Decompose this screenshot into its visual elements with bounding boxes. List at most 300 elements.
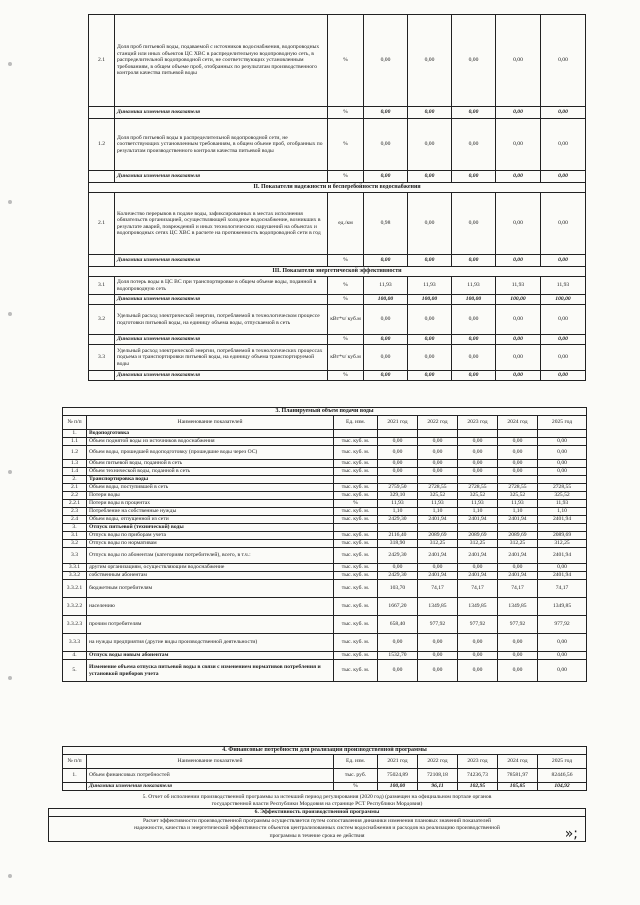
value-cell: 2759,50	[378, 484, 418, 492]
table-row	[63, 430, 587, 438]
water-volume-table	[62, 407, 587, 682]
value-cell: 2728,55	[418, 484, 458, 492]
efficiency-text	[49, 817, 586, 842]
value-cell: 2728,55	[538, 484, 587, 492]
row-number: 1.2	[63, 446, 87, 460]
row-number: 1.4	[63, 468, 87, 476]
value-cell: 0,00	[364, 371, 408, 381]
unit: тыс. куб. м.	[334, 634, 378, 652]
unit: тыс. куб. м.	[334, 460, 378, 468]
row-number: 3.3.1	[63, 564, 87, 572]
indicator-name: Объем питьевой воды, поданной в сеть	[87, 460, 334, 468]
row-number: 1.1	[63, 438, 87, 446]
dynamics-row	[63, 783, 587, 791]
value-cell: 11,93	[364, 277, 408, 295]
indicator-name: Объем воды, поступившей в сеть	[87, 484, 334, 492]
value-cell: 0,00	[408, 371, 452, 381]
value-cell: 2401,94	[418, 572, 458, 580]
value-cell: 0,00	[458, 468, 498, 476]
indicator-row	[89, 15, 586, 107]
table-row	[63, 598, 587, 616]
value-cell: 0,00	[452, 171, 496, 183]
indicator-name: Объем воды, отпущенной из сети	[87, 516, 334, 524]
value-cell: 0,00	[452, 15, 496, 107]
value-cell: 0,00	[498, 660, 538, 682]
value-cell: 1349,85	[538, 598, 587, 616]
value-cell: 0,00	[408, 107, 452, 119]
value-cell: 0,00	[418, 660, 458, 682]
indicator-name: Динамика изменения показателя	[115, 371, 328, 381]
row-number: 3.1	[89, 277, 115, 295]
row-number: 2.2.1	[63, 500, 87, 508]
value-cell: 0,00	[378, 660, 418, 682]
value-cell	[418, 524, 458, 532]
value-cell	[498, 430, 538, 438]
value-cell: 658,40	[378, 616, 418, 634]
unit: тыс. куб. м.	[334, 540, 378, 548]
header-year: 2023 год	[458, 755, 498, 769]
indicator-name: Потери воды	[87, 492, 334, 500]
value-cell: 0,00	[452, 107, 496, 119]
table-row	[63, 516, 587, 524]
unit: тыс. куб. м.	[334, 652, 378, 660]
value-cell: 2429,30	[378, 572, 418, 580]
value-cell: 11,93	[496, 277, 541, 295]
table-row	[63, 508, 587, 516]
value-cell: 0,00	[541, 119, 586, 171]
unit: %	[328, 277, 364, 295]
unit: тыс. куб. м.	[334, 572, 378, 580]
value-cell	[538, 476, 587, 484]
row-number: 2.1	[63, 484, 87, 492]
value-cell: 0,00	[452, 305, 496, 335]
unit	[334, 476, 378, 484]
header-year: 2022 год	[418, 755, 458, 769]
unit: тыс. куб. м.	[334, 508, 378, 516]
value-cell: 0,00	[498, 652, 538, 660]
unit: тыс. куб. м.	[334, 564, 378, 572]
indicator-name: Удельный расход электрической энергии, потребляемой в технологическом процессе подготовки питьевой воды, на единицу объема воды, отпускаемой в сеть	[115, 305, 328, 335]
section-title: II. Показатели надежности и бесперебойности водоснабжения	[89, 183, 586, 193]
value-cell: 1,10	[498, 508, 538, 516]
value-cell: 2401,94	[538, 548, 587, 564]
value-cell: 0,00	[458, 460, 498, 468]
value-cell	[538, 430, 587, 438]
row-number: 3.3	[63, 548, 87, 564]
value-cell: 2401,94	[458, 548, 498, 564]
value-cell: 0,00	[378, 634, 418, 652]
unit: тыс. куб. м.	[334, 548, 378, 564]
value-cell: 100,00	[541, 295, 586, 305]
row-number: 2.4	[63, 516, 87, 524]
value-cell	[418, 430, 458, 438]
value-cell: 11,93	[418, 500, 458, 508]
value-cell: 11,93	[458, 500, 498, 508]
indicator-name: Потери воды в процентах	[87, 500, 334, 508]
value-cell: 0,00	[418, 460, 458, 468]
header-unit: Ед. изм.	[334, 755, 378, 769]
value-cell: 0,00	[408, 193, 452, 255]
value-cell: 2429,30	[378, 548, 418, 564]
unit: тыс. куб. м.	[334, 484, 378, 492]
value-cell: 0,00	[378, 564, 418, 572]
unit	[334, 430, 378, 438]
unit: %	[328, 371, 364, 381]
value-cell: 312,25	[538, 540, 587, 548]
value-cell: 2401,94	[498, 548, 538, 564]
value-cell: 0,00	[538, 634, 587, 652]
punch-hole	[8, 874, 12, 878]
value-cell: 0,00	[541, 193, 586, 255]
value-cell	[458, 430, 498, 438]
value-cell: 74,17	[498, 580, 538, 598]
value-cell: 2089,69	[498, 532, 538, 540]
indicator-name: Водоподготовка	[87, 430, 334, 438]
unit: кВт*ч/ куб.м	[328, 305, 364, 335]
row-number: 3.3.2.3	[63, 616, 87, 634]
indicator-row	[89, 345, 586, 371]
row-number	[89, 371, 115, 381]
row-number: 2.1	[89, 193, 115, 255]
value-cell: 0,00	[452, 335, 496, 345]
value-cell: 0,00	[458, 438, 498, 446]
row-number: 1.	[63, 430, 87, 438]
efficiency-text-line-1: Расчет эффективности производственной программы осуществляется путем сопоставления динамики изменения плановых значений показателей	[142, 817, 492, 824]
table-title: 4. Финансовые потребности для реализации производственной программы	[63, 747, 587, 755]
unit: %	[328, 15, 364, 107]
value-cell: 1349,85	[498, 598, 538, 616]
value-cell: 78581,97	[498, 769, 538, 783]
punch-hole	[8, 676, 12, 680]
header-year: 2024 год	[498, 755, 538, 769]
header-row	[63, 416, 587, 430]
value-cell: 0,00	[452, 119, 496, 171]
unit: %	[328, 335, 364, 345]
row-number: 4.	[63, 652, 87, 660]
value-cell: 0,00	[496, 107, 541, 119]
value-cell: 0,00	[378, 460, 418, 468]
value-cell: 2089,69	[538, 532, 587, 540]
indicator-name: на нужды предприятия (другие виды производственной деятельности)	[87, 634, 334, 652]
value-cell: 0,00	[452, 371, 496, 381]
value-cell: 11,93	[538, 500, 587, 508]
dynamics-row	[89, 255, 586, 267]
value-cell: 0,00	[452, 255, 496, 267]
row-number	[89, 335, 115, 345]
indicator-name: Потребление на собственные нужды	[87, 508, 334, 516]
indicator-name: прочим потребителям	[87, 616, 334, 634]
value-cell: 0,00	[538, 446, 587, 460]
indicator-name: Отпуск воды по абонентам (категориям потребителей), всего, в т.ч.:	[87, 548, 334, 564]
value-cell: 0,00	[418, 634, 458, 652]
value-cell: 312,25	[418, 540, 458, 548]
value-cell: 72108,18	[418, 769, 458, 783]
value-cell: 977,92	[458, 616, 498, 634]
indicator-name: Динамика изменения показателя	[115, 255, 328, 267]
table-row	[63, 580, 587, 598]
value-cell: 0,00	[498, 564, 538, 572]
value-cell: 2728,55	[498, 484, 538, 492]
unit: тыс. куб. м.	[334, 580, 378, 598]
value-cell: 0,00	[496, 193, 541, 255]
value-cell: 1667,20	[378, 598, 418, 616]
value-cell: 2401,94	[458, 572, 498, 580]
value-cell: 0,00	[541, 171, 586, 183]
report-efficiency-table	[48, 794, 586, 842]
value-cell: 0,00	[496, 335, 541, 345]
value-cell: 0,00	[452, 345, 496, 371]
value-cell: 11,93	[378, 500, 418, 508]
unit: %	[328, 171, 364, 183]
value-cell: 0,98	[364, 193, 408, 255]
value-cell: 2728,55	[458, 484, 498, 492]
value-cell: 105,85	[498, 783, 538, 791]
value-cell	[418, 476, 458, 484]
efficiency-text-line-3: программы в течение срока ее действия	[269, 832, 365, 839]
header-year: 2025 год	[538, 755, 587, 769]
value-cell	[458, 476, 498, 484]
indicator-name: Удельный расход электрической энергии, потребляемой в технологических процессах подъема и транспортировки питьевой воды, на единицу объема транспортируемой воды	[115, 345, 328, 371]
value-cell: 2089,69	[458, 532, 498, 540]
value-cell: 0,00	[541, 305, 586, 335]
value-cell	[378, 476, 418, 484]
indicator-name: Динамика изменения показателя	[115, 107, 328, 119]
value-cell: 0,00	[364, 15, 408, 107]
value-cell: 2429,30	[378, 516, 418, 524]
dynamics-row	[89, 371, 586, 381]
row-number	[89, 107, 115, 119]
row-number: 1.2	[89, 119, 115, 171]
indicator-name: Отпуск воды по нормативам	[87, 540, 334, 548]
value-cell: 312,25	[498, 540, 538, 548]
row-number	[89, 295, 115, 305]
row-number: 3.2	[89, 305, 115, 335]
unit: тыс. куб. м.	[334, 616, 378, 634]
indicator-name: Доля проб питьевой воды, подаваемой с источников водоснабжения, водопроводных станций или иных объектов ЦС ХВС в распределительную водопроводную сеть, в распределительной водопроводной сети, не соответствующих установленным требованиям, в общем объеме проб, отобранных по результатам производственного контроля качества питьевой воды	[115, 15, 328, 107]
punch-hole	[8, 312, 12, 316]
section-row	[89, 267, 586, 277]
value-cell: 0,00	[452, 193, 496, 255]
value-cell: 0,00	[498, 438, 538, 446]
header-year: 2025 год	[538, 416, 587, 430]
value-cell: 0,00	[364, 171, 408, 183]
dynamics-row	[89, 171, 586, 183]
unit: тыс. куб. м.	[334, 516, 378, 524]
value-cell: 1,10	[418, 508, 458, 516]
value-cell: 325,52	[458, 492, 498, 500]
value-cell: 0,00	[498, 468, 538, 476]
unit: тыс. куб. м.	[334, 598, 378, 616]
table-row	[63, 468, 587, 476]
value-cell: 0,00	[541, 255, 586, 267]
value-cell: 1,10	[538, 508, 587, 516]
value-cell: 0,00	[418, 438, 458, 446]
value-cell: 100,00	[496, 295, 541, 305]
indicator-name: Доля потерь воды в ЦС ВС при транспортировке в общем объеме воды, поданной в водопроводную сеть	[115, 277, 328, 295]
value-cell: 75024,89	[378, 769, 418, 783]
indicators-table	[88, 14, 586, 381]
indicator-row	[89, 277, 586, 295]
header-name: Наименование показателей	[87, 416, 334, 430]
indicator-name: Транспортировка воды	[87, 476, 334, 484]
header-unit: Ед. изм.	[334, 416, 378, 430]
value-cell: 96,11	[418, 783, 458, 791]
value-cell: 1349,85	[458, 598, 498, 616]
value-cell: 0,00	[364, 107, 408, 119]
value-cell: 0,00	[408, 305, 452, 335]
value-cell: 1532,70	[378, 652, 418, 660]
indicator-row	[89, 119, 586, 171]
row-number: 1.3	[63, 460, 87, 468]
value-cell: 2401,94	[538, 516, 587, 524]
value-cell: 0,00	[378, 468, 418, 476]
row-number: 3.2	[63, 540, 87, 548]
unit: тыс. куб. м.	[334, 438, 378, 446]
table-row	[63, 616, 587, 634]
header-row	[63, 755, 587, 769]
row-number: 3.1	[63, 532, 87, 540]
indicator-name: собственным абонентам	[87, 572, 334, 580]
value-cell: 2089,69	[418, 532, 458, 540]
indicator-name: Динамика изменения показателя	[115, 295, 328, 305]
row-number: 2.3	[63, 508, 87, 516]
value-cell: 0,00	[408, 15, 452, 107]
value-cell: 0,00	[496, 305, 541, 335]
row-number: 5.	[63, 660, 87, 682]
unit: %	[328, 295, 364, 305]
indicator-name: бюджетным потребителям	[87, 580, 334, 598]
value-cell: 11,93	[541, 277, 586, 295]
indicator-name: Объем технической воды, поданной в сеть	[87, 468, 334, 476]
value-cell: 100,00	[364, 295, 408, 305]
section-row	[89, 183, 586, 193]
table-title-row	[63, 747, 587, 755]
value-cell	[378, 524, 418, 532]
value-cell: 0,00	[496, 345, 541, 371]
value-cell: 0,00	[538, 438, 587, 446]
indicator-name: Объем воды, прошедшей водоподготовку (прошедшие воды через ОС)	[87, 446, 334, 460]
value-cell: 0,00	[496, 371, 541, 381]
indicator-name: Отпуск питьевой (технической) воды	[87, 524, 334, 532]
punch-hole	[8, 470, 12, 474]
value-cell: 0,00	[498, 634, 538, 652]
indicator-name: Динамика изменения показателя	[87, 783, 334, 791]
table-row	[63, 476, 587, 484]
unit: %	[334, 783, 378, 791]
value-cell: 0,00	[496, 119, 541, 171]
unit: тыс. куб. м.	[334, 446, 378, 460]
value-cell: 0,00	[364, 345, 408, 371]
value-cell: 74236,73	[458, 769, 498, 783]
header-num: № п/п	[63, 416, 87, 430]
value-cell: 0,00	[408, 119, 452, 171]
indicator-row	[89, 193, 586, 255]
value-cell: 0,00	[418, 446, 458, 460]
value-cell: 2401,94	[418, 548, 458, 564]
efficiency-text-line-2: надежности, качества и энергетической эффективности объектов централизованных систем водоснабжения и расходов на реализацию производственной	[134, 825, 500, 832]
header-year: 2022 год	[418, 416, 458, 430]
value-cell: 2116,40	[378, 532, 418, 540]
value-cell: 977,92	[498, 616, 538, 634]
header-name: Наименование показателей	[87, 755, 334, 769]
value-cell: 82446,56	[538, 769, 587, 783]
closing-quote-mark: »;	[564, 826, 578, 842]
value-cell: 0,00	[408, 345, 452, 371]
value-cell: 0,00	[364, 305, 408, 335]
value-cell: 1349,85	[418, 598, 458, 616]
value-cell: 0,00	[458, 652, 498, 660]
value-cell: 0,00	[458, 660, 498, 682]
row-number: 2.1	[89, 15, 115, 107]
table-row	[63, 446, 587, 460]
indicator-name: Объем финансовых потребностей	[87, 769, 334, 783]
indicator-name: Доля проб питьевой воды в распределительной водопроводной сети, не соответствующих установленным требованиям, в общем объеме проб, отобранных по результатам производственного контроля качества питьевой воды	[115, 119, 328, 171]
table-row	[63, 769, 587, 783]
indicator-name: Отпуск воды новым абонентам	[87, 652, 334, 660]
table-row	[63, 492, 587, 500]
value-cell: 0,00	[418, 652, 458, 660]
value-cell: 102,95	[458, 783, 498, 791]
report-text-line-1: 5. Отчет об исполнении производственной программы за истекший период регулирования (2020 год) (размещен на официальном портале органов	[142, 794, 492, 801]
value-cell: 325,52	[418, 492, 458, 500]
unit: тыс. куб. м.	[334, 532, 378, 540]
value-cell: 0,00	[538, 660, 587, 682]
value-cell: 325,52	[498, 492, 538, 500]
value-cell: 318,90	[378, 540, 418, 548]
dynamics-row	[89, 295, 586, 305]
value-cell: 0,00	[458, 564, 498, 572]
header-year: 2021 год	[378, 416, 418, 430]
indicator-name: населению	[87, 598, 334, 616]
value-cell: 11,93	[452, 277, 496, 295]
value-cell	[538, 524, 587, 532]
row-number: 3.	[63, 524, 87, 532]
unit: тыс. куб. м.	[334, 492, 378, 500]
row-number: 2.2	[63, 492, 87, 500]
value-cell	[498, 524, 538, 532]
value-cell: 74,17	[538, 580, 587, 598]
indicator-name: Отпуск воды по приборам учета	[87, 532, 334, 540]
value-cell: 0,00	[496, 171, 541, 183]
table-row	[63, 564, 587, 572]
value-cell: 977,92	[418, 616, 458, 634]
value-cell: 104,92	[538, 783, 587, 791]
table-row	[63, 634, 587, 652]
report-text-line-2: государственной власти Республики Мордовия на странице РСТ Республики Мордовия)	[211, 801, 423, 808]
table-row	[63, 438, 587, 446]
value-cell: 2401,94	[458, 516, 498, 524]
unit: %	[328, 255, 364, 267]
value-cell: 0,00	[538, 564, 587, 572]
value-cell: 1,10	[378, 508, 418, 516]
value-cell: 977,92	[538, 616, 587, 634]
row-number	[89, 171, 115, 183]
unit: %	[328, 107, 364, 119]
unit: %	[328, 119, 364, 171]
indicator-name: Количество перерывов в подаче воды, зафиксированных в местах исполнения обязательств организацией, осуществляющей холодное водоснабжение, возникших в результате аварий, повреждений и иных технологических нарушений на объектах и водопроводных сетях ЦС ХВС в расчете на протяженность водопроводной сети в год	[115, 193, 328, 255]
value-cell: 0,00	[458, 446, 498, 460]
value-cell: 329,10	[378, 492, 418, 500]
value-cell: 103,70	[378, 580, 418, 598]
indicator-name: Динамика изменения показателя	[115, 335, 328, 345]
row-number	[63, 783, 87, 791]
value-cell: 0,00	[418, 564, 458, 572]
value-cell: 0,00	[498, 446, 538, 460]
row-number: 3.3.2.1	[63, 580, 87, 598]
value-cell	[458, 524, 498, 532]
value-cell: 0,00	[496, 255, 541, 267]
punch-hole	[8, 200, 12, 204]
